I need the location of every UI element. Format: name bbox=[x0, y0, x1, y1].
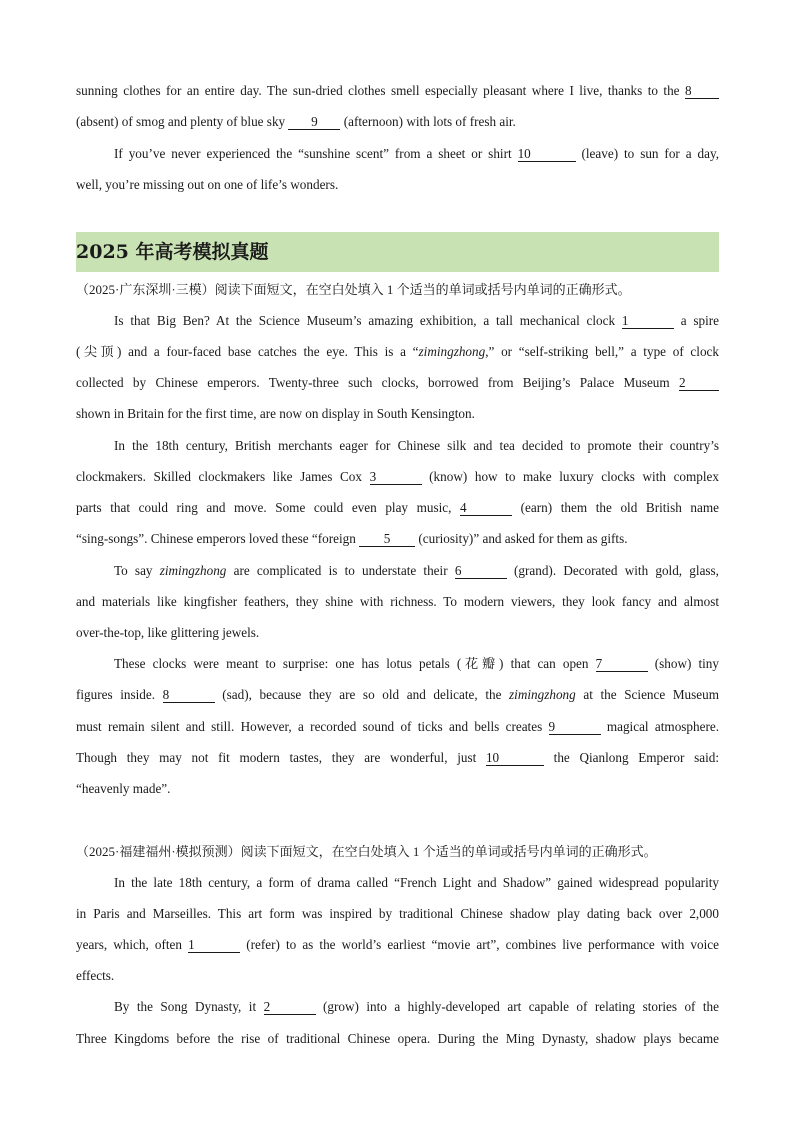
p1-line bbox=[76, 367, 719, 398]
text: parts that could ring and move. Some could even play music, bbox=[76, 500, 461, 515]
answer-blank[interactable]: 8 bbox=[163, 687, 215, 703]
text: ,” or “self-striking bell,” a type of clock bbox=[485, 344, 719, 359]
answer-blank[interactable]: 1 bbox=[622, 313, 674, 329]
answer-blank[interactable]: 2 bbox=[264, 999, 316, 1015]
answer-blank[interactable]: 7 bbox=[596, 656, 648, 672]
text: the Qianlong Emperor said: bbox=[543, 750, 719, 765]
text: magical atmosphere. bbox=[600, 719, 720, 734]
text: Though they may not fit modern tastes, they are wonderful, just bbox=[76, 750, 486, 765]
answer-blank[interactable]: 4 bbox=[460, 500, 512, 516]
text: (grow) into a highly-developed art capable of relating stories of the bbox=[315, 999, 719, 1014]
p5-line: effects. bbox=[76, 968, 115, 983]
text: (earn) them the old British name bbox=[512, 500, 719, 515]
p4-line bbox=[76, 711, 719, 742]
top-passage-line-4: well, you’re missing out on one of life’s wonders. bbox=[76, 177, 339, 192]
text: To say bbox=[114, 563, 160, 578]
italic-term: zimingzhong bbox=[159, 563, 227, 578]
p2-line bbox=[76, 461, 719, 492]
text: (curiosity)” and asked for them as gifts. bbox=[415, 531, 628, 546]
section-title: 2025 年高考模拟真题 bbox=[76, 241, 269, 263]
text: (grand). Decorated with gold, glass, bbox=[506, 563, 719, 578]
p5-line bbox=[76, 929, 719, 960]
text: sunning clothes for an entire day. The sun-dried clothes smell especially pleasant where I live, thanks to the bbox=[76, 83, 685, 98]
text: at the Science Museum bbox=[575, 687, 719, 702]
text: If you’ve never experienced the “sunshine scent” from a sheet or shirt bbox=[114, 146, 518, 161]
p6-line: Three Kingdoms before the rise of traditional Chinese opera. During the Ming Dynasty, shadow plays became bbox=[76, 1031, 719, 1046]
text: clockmakers. Skilled clockmakers like James Cox bbox=[76, 469, 370, 484]
answer-blank[interactable]: 3 bbox=[370, 469, 422, 485]
text: must remain silent and still. However, a recorded sound of ticks and bells creates bbox=[76, 719, 549, 734]
text: collected by Chinese emperors. Twenty-three such clocks, borrowed from Beijing’s Palace Museum bbox=[76, 375, 679, 390]
top-passage-line-3 bbox=[114, 138, 719, 169]
answer-blank[interactable]: 2 bbox=[679, 375, 719, 391]
p3-line bbox=[114, 555, 719, 586]
p5-line: In the late 18th century, a form of drama called “French Light and Shadow” gained widespread popularity bbox=[114, 875, 719, 890]
text: (leave) to sun for a day, bbox=[575, 146, 719, 161]
text: Is that Big Ben? At the Science Museum’s amazing exhibition, a tall mechanical clock bbox=[114, 313, 622, 328]
text: (absent) of smog and plenty of blue sky bbox=[76, 114, 289, 129]
top-passage-line-1 bbox=[76, 75, 719, 106]
p1-line: shown in Britain for the first time, are now on display in South Kensington. bbox=[76, 406, 475, 421]
answer-blank[interactable]: 1 bbox=[188, 937, 240, 953]
text: (尖顶) and a four-faced base catches the eye. This is a “ bbox=[76, 344, 419, 359]
answer-blank[interactable]: 10 bbox=[518, 146, 576, 162]
text: These clocks were meant to surprise: one has lotus petals (花瓣) that can open bbox=[114, 656, 596, 671]
text: “sing-songs”. Chinese emperors loved these “foreign bbox=[76, 531, 360, 546]
text: By the Song Dynasty, it bbox=[114, 999, 264, 1014]
passage-1-source: （2025·广东深圳·三模）阅读下面短文，在空白处填入 1 个适当的单词或括号内单词的正确形式。 bbox=[76, 282, 631, 297]
answer-blank[interactable]: 5 bbox=[359, 531, 415, 547]
answer-blank[interactable]: 10 bbox=[486, 750, 544, 766]
text: (refer) to as the world’s earliest “movie art”, combines live performance with voice bbox=[240, 937, 719, 952]
text: (afternoon) with lots of fresh air. bbox=[340, 114, 516, 129]
p4-line: “heavenly made”. bbox=[76, 781, 171, 796]
passage-2-source: （2025·福建福州·模拟预测）阅读下面短文，在空白处填入 1 个适当的单词或括号内单词的正确形式。 bbox=[76, 844, 657, 859]
text: years, which, often bbox=[76, 937, 189, 952]
answer-blank[interactable]: 9 bbox=[549, 719, 601, 735]
p2-line bbox=[76, 523, 719, 554]
p4-line bbox=[76, 679, 719, 710]
text: (sad), because they are so old and delicate, the bbox=[214, 687, 510, 702]
text: (show) tiny bbox=[647, 656, 719, 671]
italic-term: zimingzhong bbox=[509, 687, 576, 702]
top-passage-line-2 bbox=[76, 106, 719, 137]
text: a spire bbox=[673, 313, 719, 328]
p1-line bbox=[76, 336, 719, 367]
italic-term: zimingzhong bbox=[418, 344, 486, 359]
text: figures inside. bbox=[76, 687, 163, 702]
p3-line: over-the-top, like glittering jewels. bbox=[76, 625, 260, 640]
p1-line bbox=[114, 305, 719, 336]
answer-blank[interactable]: 8 bbox=[685, 83, 719, 99]
p4-line bbox=[114, 648, 719, 679]
p6-line bbox=[114, 991, 719, 1022]
answer-blank[interactable]: 9 bbox=[288, 114, 340, 130]
p4-line bbox=[76, 742, 719, 773]
p2-line: In the 18th century, British merchants eager for Chinese silk and tea decided to promote their country’s bbox=[114, 438, 719, 453]
text: (know) how to make luxury clocks with complex bbox=[421, 469, 719, 484]
p5-line: in Paris and Marseilles. This art form was inspired by traditional Chinese shadow play dating back over 2,000 bbox=[76, 906, 719, 921]
p3-line: and materials like kingfisher feathers, they shine with richness. To modern viewers, they look fancy and almost bbox=[76, 594, 719, 609]
text: are complicated is to understate their bbox=[226, 563, 455, 578]
answer-blank[interactable]: 6 bbox=[455, 563, 507, 579]
p2-line bbox=[76, 492, 719, 523]
